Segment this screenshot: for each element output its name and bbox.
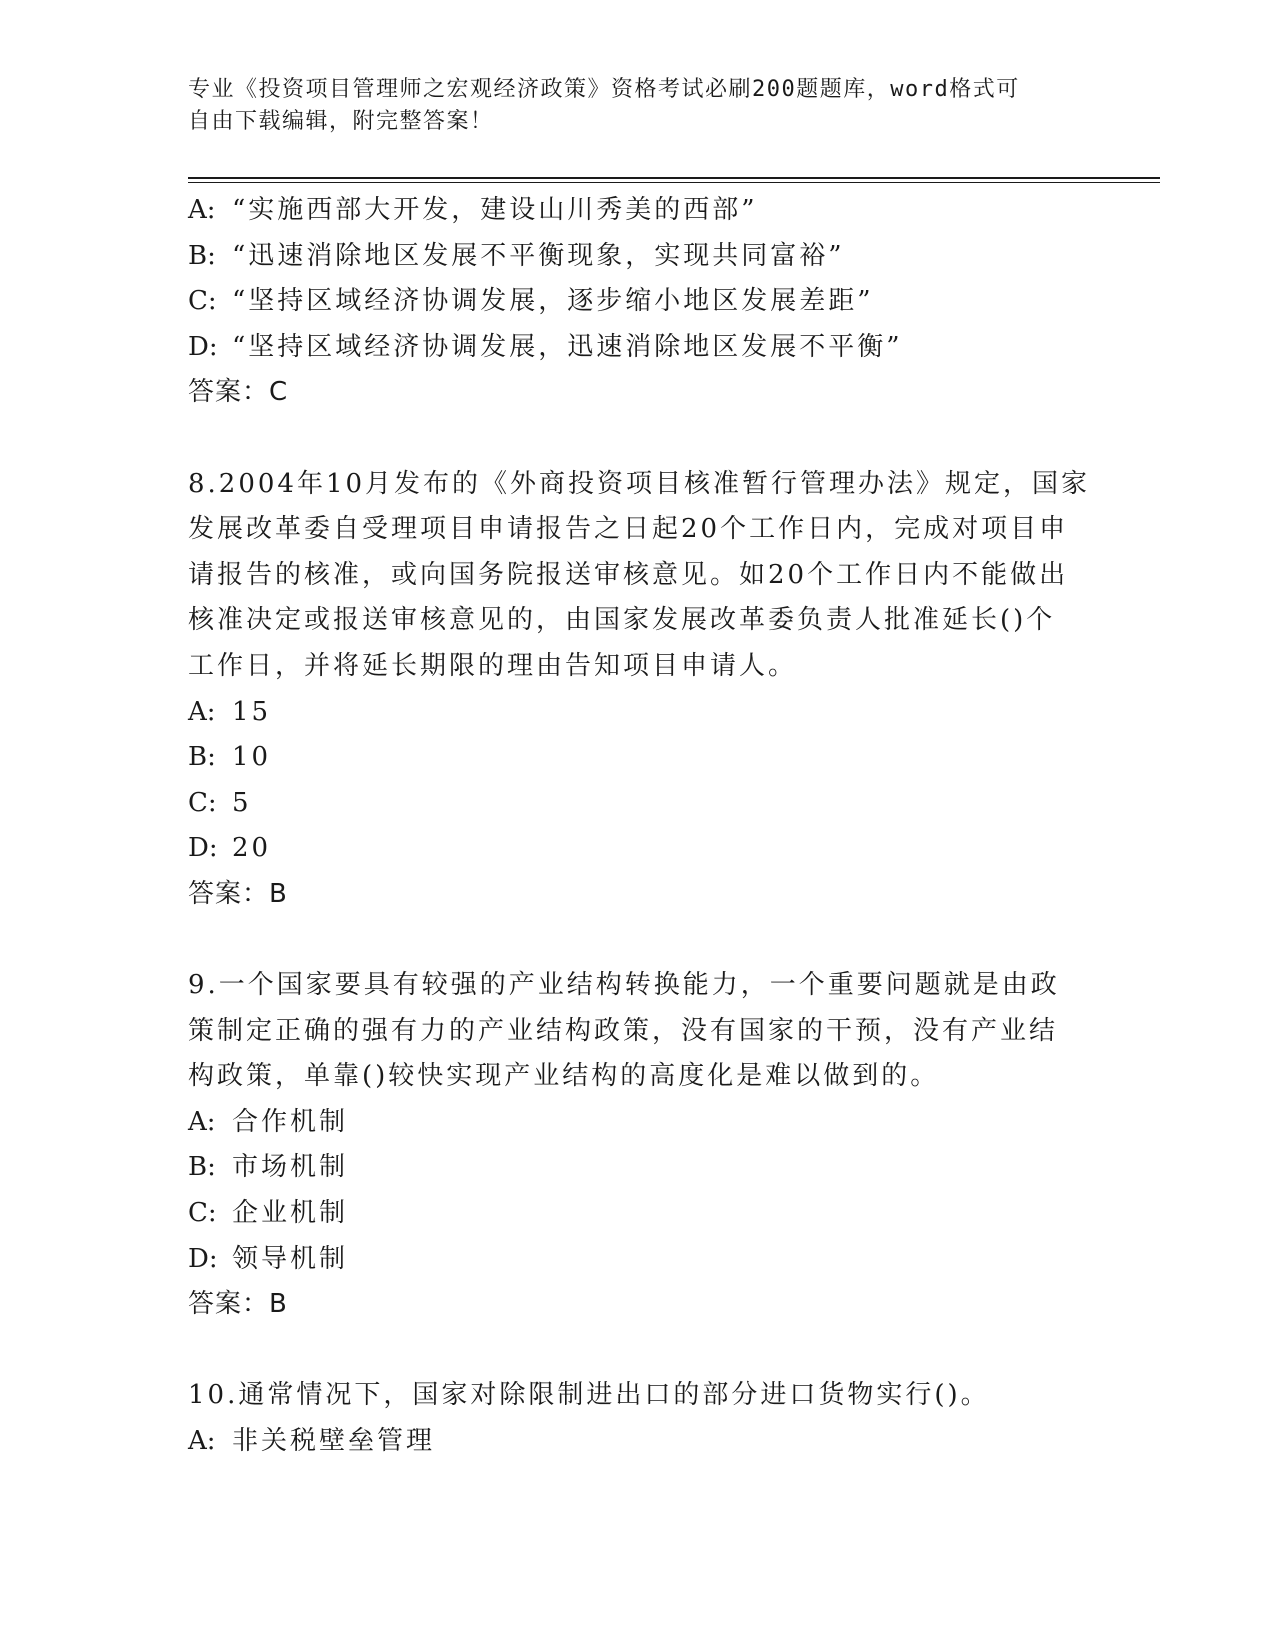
option-b <box>188 234 1088 280</box>
option-text: 企业机制 <box>232 1198 349 1229</box>
option-b <box>188 1145 1088 1191</box>
question-9 <box>188 963 1088 1328</box>
option-letter: B: <box>188 742 216 773</box>
question-stem-line: 发展改革委自受理项目申请报告之日起20个工作日内，完成对项目申 <box>188 514 1069 545</box>
option-c <box>188 781 1088 827</box>
question-stem-line: 10.通常情况下，国家对除限制进出口的部分进口货物实行()。 <box>188 1380 990 1411</box>
option-text: 15 <box>232 696 272 727</box>
option-text: 非关税壁垒管理 <box>232 1426 436 1457</box>
answer-line: 答案：B <box>188 1289 288 1320</box>
answer-line: 答案：B <box>188 878 288 909</box>
question-stem-line: 8.2004年10月发布的《外商投资项目核准暂行管理办法》规定，国家 <box>188 468 1091 499</box>
option-letter: C: <box>188 1198 217 1229</box>
question-stem-line: 工作日，并将延长期限的理由告知项目申请人。 <box>188 650 798 681</box>
option-letter: D: <box>188 833 218 864</box>
option-d <box>188 1237 1088 1283</box>
option-b <box>188 735 1088 781</box>
option-text: “迅速消除地区发展不平衡现象，实现共同富裕” <box>232 240 845 271</box>
option-text: “坚持区域经济协调发展，逐步缩小地区发展差距” <box>232 286 874 317</box>
option-text: 5 <box>232 787 252 818</box>
question-list <box>188 188 1091 1465</box>
option-c <box>188 1191 1088 1237</box>
option-letter: A: <box>188 195 216 225</box>
header-line-1: 专业《投资项目管理师之宏观经济政策》资格考试必刷200题题库，word格式可 <box>188 77 1020 102</box>
question-7 <box>188 188 1088 416</box>
option-a <box>188 1100 1088 1146</box>
option-c <box>188 279 1088 325</box>
option-text: 10 <box>232 742 272 773</box>
option-text: 合作机制 <box>232 1106 349 1137</box>
header-divider-thick <box>188 177 1160 179</box>
option-letter: C: <box>188 787 217 818</box>
document-header <box>188 74 1068 138</box>
option-text: “实施西部大开发，建设山川秀美的西部” <box>232 195 758 225</box>
option-a <box>188 690 1088 736</box>
option-text: “坚持区域经济协调发展，迅速消除地区发展不平衡” <box>232 331 903 362</box>
option-a <box>188 188 1088 234</box>
option-letter: A: <box>188 1426 216 1457</box>
option-letter: A: <box>188 696 216 727</box>
option-letter: B: <box>188 240 216 271</box>
option-letter: B: <box>188 1152 216 1183</box>
question-stem-line: 构政策，单靠()较快实现产业结构的高度化是难以做到的。 <box>188 1061 940 1092</box>
option-letter: C: <box>188 286 217 317</box>
answer-line: 答案：C <box>188 377 289 408</box>
option-a <box>188 1419 1088 1465</box>
option-text: 市场机制 <box>232 1152 349 1183</box>
question-10 <box>188 1373 1088 1464</box>
question-stem-line: 9.一个国家要具有较强的产业结构转换能力，一个重要问题就是由政 <box>188 970 1060 1001</box>
spacer <box>188 918 1088 964</box>
spacer <box>188 1328 1088 1374</box>
option-letter: D: <box>188 331 218 362</box>
question-8 <box>188 462 1091 918</box>
option-text: 20 <box>232 833 272 864</box>
question-stem-line: 请报告的核准，或向国务院报送审核意见。如20个工作日内不能做出 <box>188 559 1069 590</box>
question-stem-line: 核准决定或报送审核意见的，由国家发展改革委负责人批准延长()个 <box>188 605 1056 636</box>
question-stem-line: 策制定正确的强有力的产业结构政策，没有国家的干预，没有产业结 <box>188 1015 1059 1046</box>
option-letter: A: <box>188 1106 216 1137</box>
spacer <box>188 416 1088 462</box>
header-line-2: 自由下载编辑，附完整答案！ <box>188 109 494 134</box>
option-d <box>188 325 1088 371</box>
option-d <box>188 826 1088 872</box>
header-divider-thin <box>188 182 1160 183</box>
option-text: 领导机制 <box>232 1243 349 1274</box>
option-letter: D: <box>188 1243 218 1274</box>
